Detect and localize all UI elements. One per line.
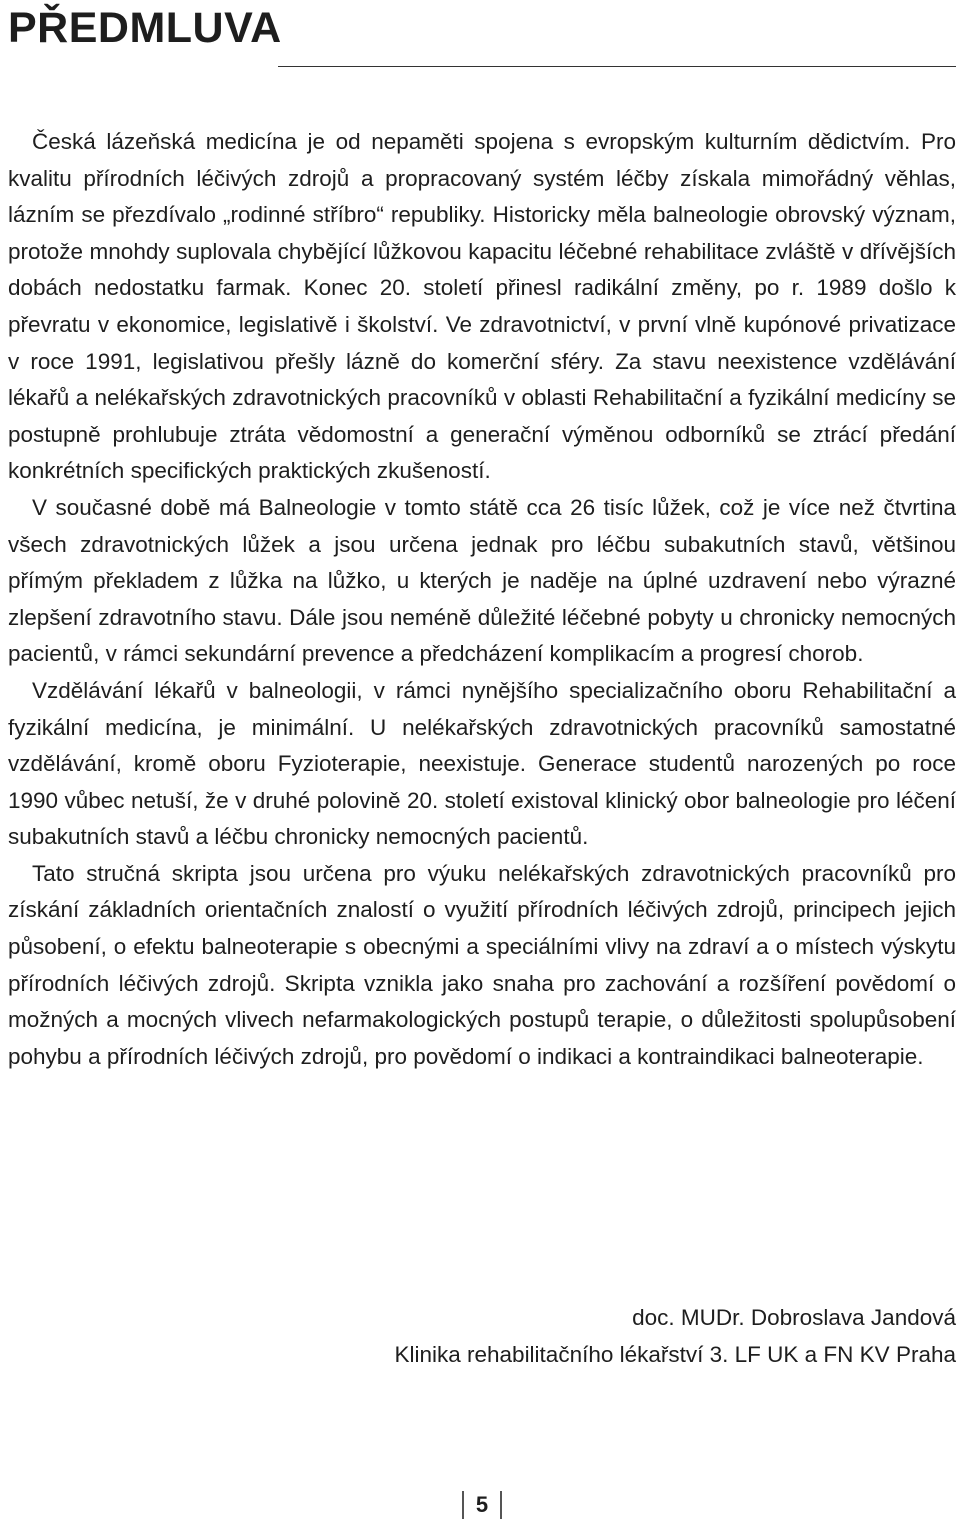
paragraph-4: Tato stručná skripta jsou určena pro výuku nelékařských zdravotnických pracovníků pro získání základních orientačních znalostí o využití přírodních léčivých zdrojů, principech jejich působení, o efektu balneoterapie s obecnými a speciálními vlivy na zdraví a o místech výskytu přírodních léčivých zdrojů. Skripta vznikla jako snaha pro zachování a rozšíření povědomí o možných a mocných vlivech nefarmakologických postupů terapie, o důležitosti spolupůsobení pohybu a přírodních léčivých zdrojů, pro povědomí o indikaci a kontraindikaci balneoterapie. bbox=[8, 860, 956, 1069]
paragraph-1: Česká lázeňská medicína je od nepaměti spojena s evropským kulturním dědictvím. Pro kvalitu přírodních léčivých zdrojů a propracovaný systém léčby získala mimořádný věhlas, lázním se přezdívalo „rodinné stříbro“ republiky. Historicky měla balneologie obrovský význam, protože mnohdy suplovala chybějící lůžkovou kapacitu léčebné rehabilitace zvláště v dřívějších dobách nedostatku farmak. Konec 20. století přinesl radikální změny, po r. 1989 došlo k převratu v ekonomice, legislativě i školství. Ve zdravotnictví, v první vlně kupónové privatizace v roce 1991, legislativou přešly lázně do komerční sféry. Za stavu neexistence vzdělávání lékařů a nelékařských zdravotnických pracovníků v oblasti Rehabilitační a fyzikální medicíny se postupně prohlubuje ztráta vědomostní a generační výměnou odborníků se ztrácí předání konkrétních specifických praktických zkušeností. bbox=[8, 129, 956, 484]
heading-rule bbox=[278, 66, 956, 67]
author-name: doc. MUDr. Dobroslava Jandová bbox=[632, 1305, 956, 1330]
body-text bbox=[8, 124, 956, 1075]
page-footer bbox=[456, 1488, 508, 1522]
heading-row bbox=[8, 0, 956, 72]
signature-block bbox=[394, 1300, 956, 1373]
page-number: 5 bbox=[475, 1492, 489, 1517]
page-title: PŘEDMLUVA bbox=[8, 4, 282, 52]
paragraph-2: V současné době má Balneologie v tomto státě cca 26 tisíc lůžek, což je více než čtvrtina všech zdravotnických lůžek a jsou určena jednak pro léčbu subakutních stavů, většinou přímým překladem z lůžka na lůžko, u kterých je naděje na úplné uzdravení nebo výrazné zlepšení zdravotního stavu. Dále jsou neméně důležité léčebné pobyty u chronicky nemocných pacientů, v rámci sekundární prevence a předcházení komplikacím a progresí chorob. bbox=[8, 494, 956, 667]
page-number-right-bar bbox=[500, 1491, 502, 1519]
author-institution: Klinika rehabilitačního lékařství 3. LF UK a FN KV Praha bbox=[394, 1341, 956, 1367]
paragraph-3: Vzdělávání lékařů v balneologii, v rámci nynějšího specializačního oboru Rehabilitační a fyzikální medicína, je minimální. U nelékařských zdravotnických pracovníků samostatné vzdělávání, kromě oboru Fyzioterapie, neexistuje. Generace studentů narozených po roce 1990 vůbec netuší, že v druhé polovině 20. století existoval klinický obor balneologie pro léčení subakutních stavů a léčbu chronicky nemocných pacientů. bbox=[8, 677, 956, 850]
page-number-left-bar bbox=[462, 1491, 464, 1519]
